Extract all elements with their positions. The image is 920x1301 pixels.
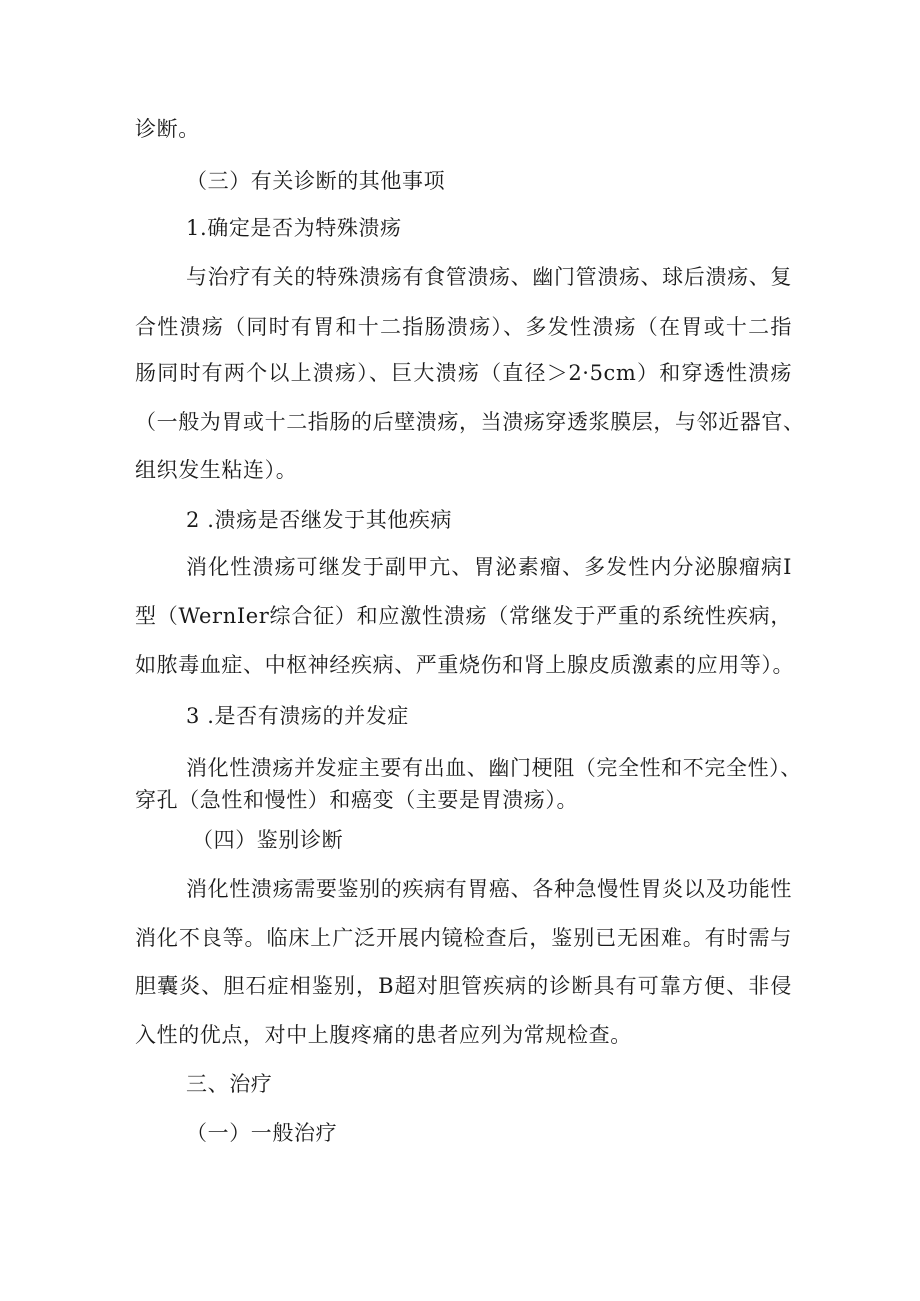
text-line: 诊断。	[135, 117, 200, 141]
text-line: 型（WernIer综合征）和应激性溃疡（常继发于严重的系统性疾病，	[135, 604, 792, 628]
subsection-heading: （一）一般治疗	[186, 1121, 338, 1145]
subsection-heading: （四）鉴别诊断	[192, 828, 344, 852]
text-line: 与治疗有关的特殊溃疡有食管溃疡、幽门管溃疡、球后溃疡、复	[186, 265, 792, 289]
text-line: 肠同时有两个以上溃疡）、巨大溃疡（直径＞2·5cm）和穿透性溃疡	[135, 361, 792, 385]
text-line: 合性溃疡（同时有胃和十二指肠溃疡）、多发性溃疡（在胃或十二指	[135, 315, 792, 339]
text-line: 如脓毒血症、中枢神经疾病、严重烧伤和肾上腺皮质激素的应用等）。	[135, 653, 795, 677]
text-line: 消化性溃疡并发症主要有出血、幽门梗阻（完全性和不完全性）、	[186, 756, 802, 780]
item-heading: 2 .溃疡是否继发于其他疾病	[186, 508, 453, 532]
text-line: 消化不良等。临床上广泛开展内镜检查后，鉴别已无困难。有时需与	[135, 926, 792, 950]
text-line: 穿孔（急性和慢性）和癌变（主要是胃溃疡）。	[135, 788, 579, 812]
text-line: 消化性溃疡可继发于副甲亢、胃泌素瘤、多发性内分泌腺瘤病Ⅰ	[186, 555, 792, 579]
text-line: 胆囊炎、胆石症相鉴别，B超对胆管疾病的诊断具有可靠方便、非侵	[135, 974, 792, 998]
item-heading: 3 .是否有溃疡的并发症	[186, 704, 409, 728]
text-line: 入性的优点，对中上腹疼痛的患者应列为常规检查。	[135, 1023, 632, 1047]
item-heading: 1.确定是否为特殊溃疡	[186, 216, 402, 240]
section-heading: 三、治疗	[186, 1072, 273, 1096]
text-line: （一般为胃或十二指肠的后壁溃疡，当溃疡穿透浆膜层，与邻近器官、	[135, 410, 805, 434]
text-line: 消化性溃疡需要鉴别的疾病有胃癌、各种急慢性胃炎以及功能性	[186, 877, 792, 901]
subsection-heading: （三）有关诊断的其他事项	[186, 169, 446, 193]
text-line: 组织发生粘连）。	[135, 458, 298, 482]
